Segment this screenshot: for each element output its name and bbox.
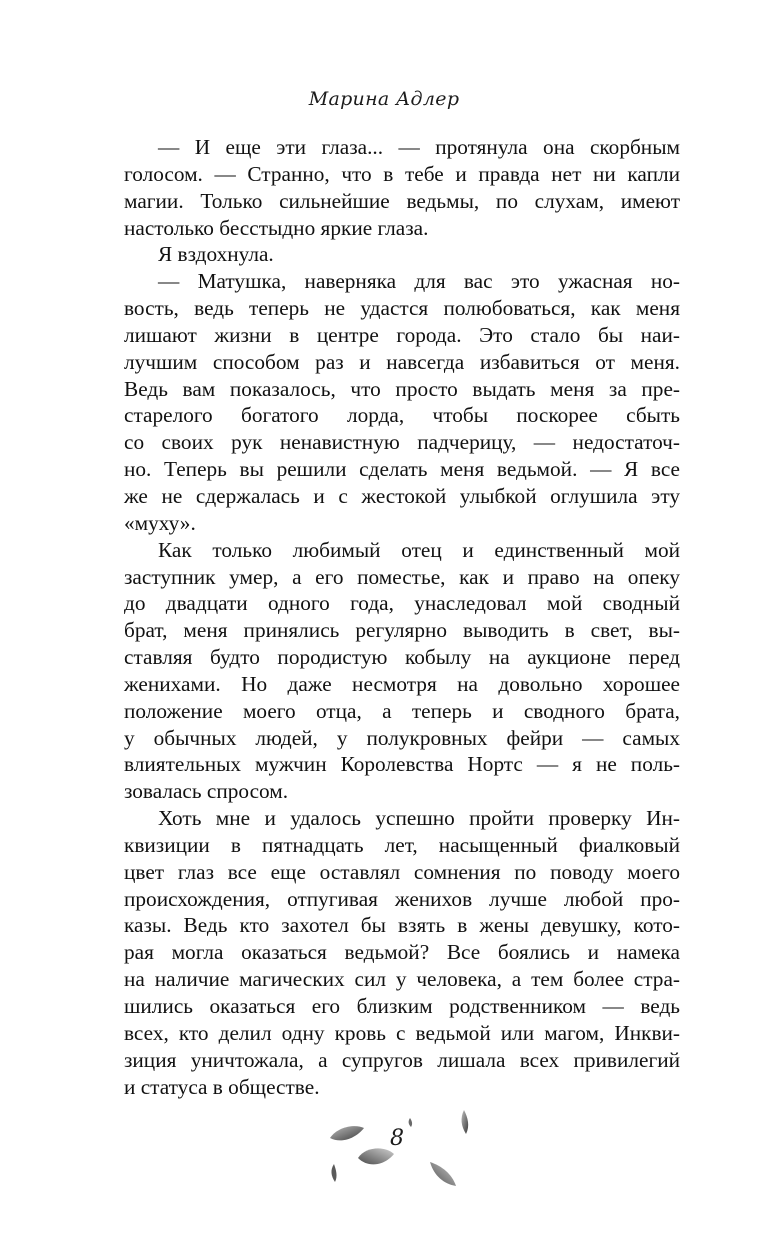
falling-petals-icon: [318, 1108, 478, 1198]
text-line: женихами. Но даже несмотря на довольно хорошее: [124, 671, 680, 696]
text-line: зовалась спросом.: [124, 779, 289, 804]
text-line: на наличие магических сил у человека, а тем более стра-: [124, 967, 680, 992]
text-line: происхождения, отпугивая женихов лучше любой про-: [124, 886, 680, 911]
text-line: «муху».: [124, 510, 196, 535]
text-line: со своих рук ненавистную падчерицу, — недостаточ-: [124, 430, 680, 455]
text-line: и статуса в обществе.: [124, 1074, 320, 1099]
page-number: 8: [390, 1126, 404, 1151]
text-line: брат, меня принялись регулярно выводить в свет, вы-: [124, 618, 680, 643]
text-line: Я вздохнула.: [158, 242, 274, 267]
text-line: лучшим способом раз и навсегда избавиться от меня.: [124, 349, 680, 374]
text-line: всех, кто делил одну кровь с ведьмой или магом, Инкви-: [124, 1020, 680, 1045]
text-line: цвет глаз все еще оставлял сомнения по поводу моего: [124, 859, 680, 884]
text-line: магии. Только сильнейшие ведьмы, по слухам, имеют: [124, 188, 680, 213]
text-line: Ведь вам показалось, что просто выдать меня за пре-: [124, 376, 680, 401]
text-line: вость, ведь теперь не удастся полюбоваться, как меня: [124, 296, 680, 321]
text-line: лишают жизни в центре города. Это стало бы наи-: [124, 322, 680, 347]
text-line: шились оказаться его близким родственником — ведь: [124, 994, 680, 1018]
text-line: рая могла оказаться ведьмой? Все боялись и намека: [124, 940, 680, 965]
text-line: влиятельных мужчин Королевства Нортс — я не поль-: [124, 752, 680, 777]
text-line: положение моего отца, а теперь и сводного брата,: [124, 698, 680, 723]
text-line: до двадцати одного года, унаследовал мой сводный: [124, 591, 680, 616]
text-line: старелого богатого лорда, чтобы поскорее сбыть: [124, 403, 680, 428]
text-line: ставляя будто породистую кобылу на аукционе перед: [124, 645, 680, 670]
text-line: но. Теперь вы решили сделать меня ведьмой. — Я все: [124, 457, 680, 482]
text-line: квизиции в пятнадцать лет, насыщенный фиалковый: [124, 832, 680, 857]
body-text: [124, 134, 680, 1100]
text-line: голосом. — Странно, что в тебе и правда нет ни капли: [124, 161, 680, 186]
running-head-author: Марина Адлер: [308, 88, 460, 110]
text-line: — Матушка, наверняка для вас это ужасная но-: [158, 269, 680, 294]
text-line: зиция уничтожала, а супругов лишала всех привилегий: [124, 1047, 680, 1072]
text-line: у обычных людей, у полукровных фейри — самых: [124, 725, 680, 750]
text-line: Хоть мне и удалось успешно пройти проверку Ин-: [158, 806, 680, 831]
text-line: казы. Ведь кто захотел бы взять в жены девушку, кото-: [124, 913, 680, 938]
page-footer: [318, 1108, 478, 1198]
text-line: заступник умер, а его поместье, как и право на опеку: [124, 564, 680, 589]
text-line: Как только любимый отец и единственный мой: [158, 537, 680, 562]
text-line: же не сдержалась и с жестокой улыбкой оглушила эту: [124, 483, 680, 508]
text-line: настолько бесстыдно яркие глаза.: [124, 215, 429, 240]
text-line: — И еще эти глаза... — протянула она скорбным: [158, 135, 680, 159]
